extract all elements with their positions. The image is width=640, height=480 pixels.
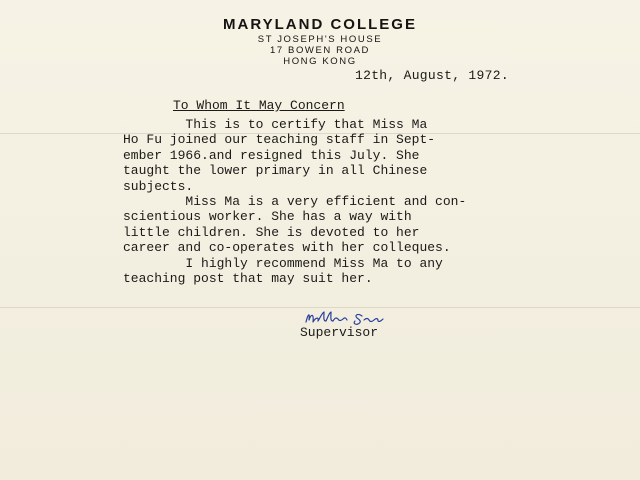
letter-date: 12th, August, 1972. [355, 68, 509, 83]
address-line: 17 BOWEN ROAD [270, 45, 370, 56]
signer-title: Supervisor [300, 325, 379, 340]
body-line: little children. She is devoted to her [123, 224, 420, 240]
body-line: career and co-operates with her colleques. [123, 240, 451, 256]
body-line: Ho Fu joined our teaching staff in Sept- [123, 132, 436, 148]
body-line: ember 1966.and resigned this July. She [123, 147, 420, 163]
salutation: To Whom It May Concern [173, 98, 345, 113]
address-line: HONG KONG [283, 56, 357, 67]
body-line: scientious worker. She has a way with [123, 209, 412, 225]
body-line: This is to certify that Miss Ma [123, 117, 428, 132]
body-line: Miss Ma is a very efficient and con- [123, 194, 467, 210]
letterhead [180, 16, 460, 67]
body-line: I highly recommend Miss Ma to any [123, 255, 443, 271]
body-line: taught the lower primary in all Chinese [123, 163, 428, 179]
college-name: MARYLAND COLLEGE [223, 16, 417, 33]
body-line: subjects. [123, 178, 194, 194]
letter-body [123, 117, 593, 286]
address-line: ST JOSEPH'S HOUSE [257, 34, 383, 45]
body-line: teaching post that may suit her. [123, 271, 373, 287]
